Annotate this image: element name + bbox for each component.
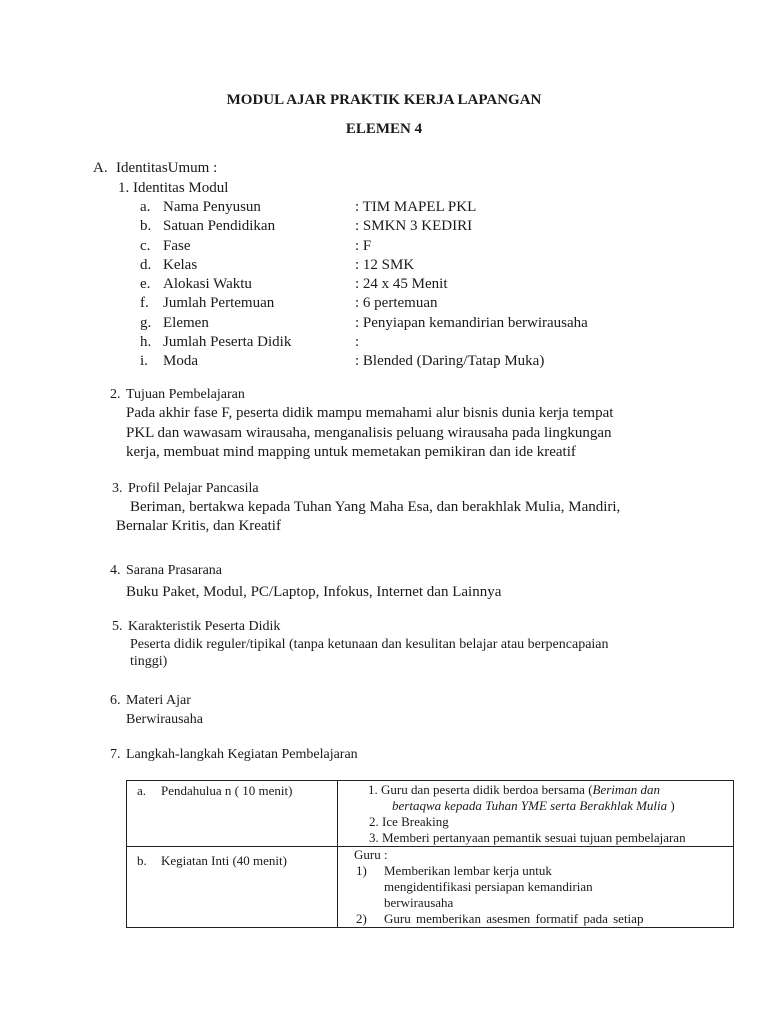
identity-label: Nama Penyusun [163, 199, 261, 215]
identity-letter: c. [140, 238, 151, 254]
paragraph-line: Beriman, bertakwa kepada Tuhan Yang Maha Esa, dan berakhlak Mulia, Mandiri, [130, 499, 621, 515]
identity-letter: h. [140, 334, 152, 350]
identity-letter: i. [140, 353, 148, 369]
identity-letter: a. [140, 199, 151, 215]
paragraph-line: Berwirausaha [126, 712, 203, 727]
section-marker: A. [93, 160, 108, 176]
identity-label: Fase [163, 238, 191, 254]
identity-letter: e. [140, 276, 151, 292]
section-title: Materi Ajar [126, 693, 191, 708]
activity-table [126, 780, 734, 928]
identity-value: : [355, 334, 360, 350]
section-marker: 6. [110, 693, 121, 708]
table-row [127, 781, 734, 847]
table-cell-content [338, 781, 734, 847]
paragraph-line: Bernalar Kritis, dan Kreatif [116, 518, 281, 534]
identity-value: : 24 x 45 Menit [355, 276, 448, 292]
row-label: Kegiatan Inti (40 menit) [161, 853, 287, 868]
list-item: 1) Memberikan lembar kerja untuk mengidentifikasi persiapan kemandirian berwirausaha [356, 863, 593, 910]
section-title: Sarana Prasarana [126, 563, 223, 578]
identity-letter: d. [140, 257, 152, 273]
identity-letter: f. [140, 295, 149, 311]
table-cell-label [127, 847, 338, 928]
identity-value: : 12 SMK [355, 257, 415, 273]
identity-label: Satuan Pendidikan [163, 218, 276, 234]
paragraph-line: kerja, membuat mind mapping untuk memetakan pemikiran dan ide kreatif [126, 444, 576, 460]
identity-label: Jumlah Peserta Didik [163, 334, 292, 350]
section-marker: 3. [112, 481, 123, 496]
section-marker: 4. [110, 563, 121, 578]
identity-value: : Blended (Daring/Tatap Muka) [355, 353, 545, 369]
section-marker: 7. [110, 747, 121, 762]
section-title: IdentitasUmum : [116, 160, 218, 176]
identity-letter: b. [140, 218, 152, 234]
paragraph-line: PKL dan wawasam wirausaha, menganalisis peluang wirausaha pada lingkungan [126, 425, 612, 441]
paragraph-line: Pada akhir fase F, peserta didik mampu memahami alur bisnis dunia kerja tempat [126, 405, 614, 421]
document-title: MODUL AJAR PRAKTIK KERJA LAPANGAN [226, 92, 542, 108]
identity-letter: g. [140, 315, 152, 331]
section-marker: 2. [110, 387, 121, 402]
row-letter: b. [137, 853, 147, 868]
identity-label: Jumlah Pertemuan [163, 295, 275, 311]
identity-value: : F [355, 238, 372, 254]
subsection-marker: 1. [118, 180, 130, 196]
row-letter: a. [137, 783, 147, 798]
list-item: 3. Memberi pertanyaan pemantik sesuai tujuan pembelajaran [369, 830, 686, 845]
identity-value: : 6 pertemuan [355, 295, 438, 311]
row-label: Pendahulua n ( 10 menit) [161, 783, 293, 798]
identity-value: : Penyiapan kemandirian berwirausaha [355, 315, 588, 331]
section-title: Langkah-langkah Kegiatan Pembelajaran [126, 747, 358, 762]
identity-value: : TIM MAPEL PKL [355, 199, 477, 215]
table-cell-content [338, 847, 734, 928]
paragraph-line: tinggi) [130, 654, 168, 669]
list-item-continuation: bertaqwa kepada Tuhan YME serta Berakhlak Mulia ) [392, 798, 675, 813]
table-cell-label [127, 781, 338, 847]
list-item: 2) Guru memberikan asesmen formatif pada setiap [356, 911, 644, 926]
identity-label: Elemen [163, 315, 209, 331]
document-subtitle: ELEMEN 4 [345, 121, 423, 137]
section-title: Tujuan Pembelajaran [126, 387, 245, 402]
list-item: 1. Guru dan peserta didik berdoa bersama (Beriman dan [368, 782, 661, 797]
identity-label: Alokasi Waktu [163, 276, 252, 292]
table-row [127, 847, 734, 928]
identity-label: Moda [163, 353, 198, 369]
list-item: 2. Ice Breaking [369, 814, 449, 829]
section-title: Profil Pelajar Pancasila [128, 481, 259, 496]
identity-value: : SMKN 3 KEDIRI [355, 218, 473, 234]
section-title: Karakteristik Peserta Didik [128, 619, 281, 634]
paragraph-line: Peserta didik reguler/tipikal (tanpa ketunaan dan kesulitan belajar atau berpencapaian [130, 637, 609, 652]
subsection-title: Identitas Modul [133, 180, 229, 196]
cell-heading: Guru : [354, 847, 388, 862]
identity-label: Kelas [163, 257, 198, 273]
section-marker: 5. [112, 619, 123, 634]
paragraph-line: Buku Paket, Modul, PC/Laptop, Infokus, Internet dan Lainnya [126, 584, 502, 600]
